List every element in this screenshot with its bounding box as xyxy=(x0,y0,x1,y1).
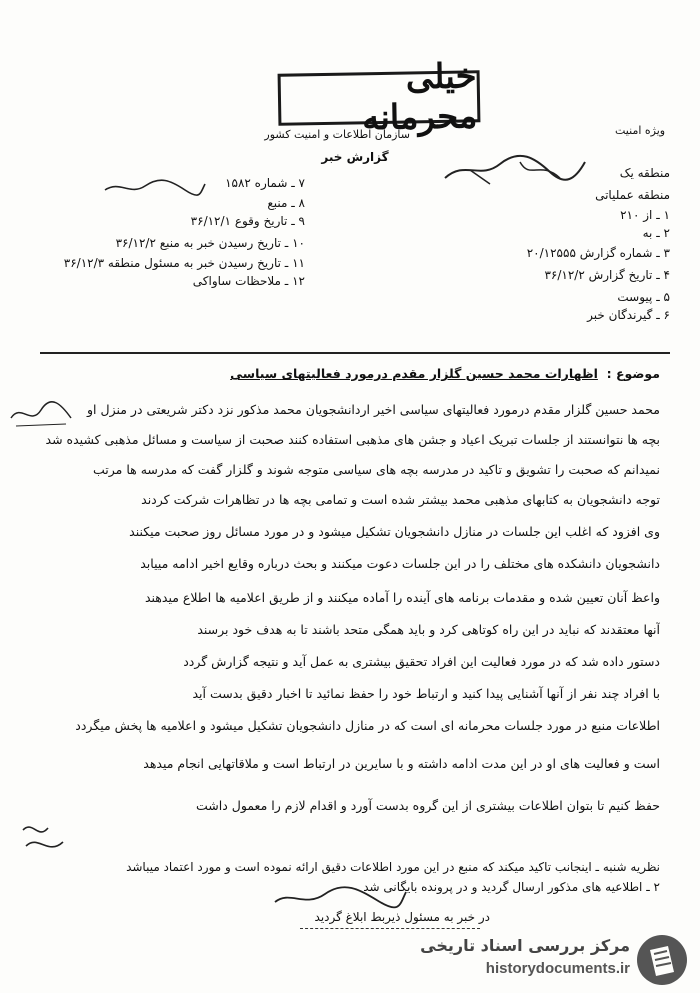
body-line: است و فعالیت های او در این مدت ادامه داشته و با سایرین در ارتباط است و ملاقاتهایی انجام میدهد xyxy=(143,756,660,771)
body-line: بچه ها نتوانستند از جلسات تبریک اعیاد و جشن های مذهبی استفاده کنند صحبت از سیاست و مسائل مذهبی کشیده شد xyxy=(45,432,660,447)
body-line: توجه دانشجویان به کتابهای مذهبی محمد بیشتر شده است و تمامی بچه ها در تظاهرات شرکت کردند xyxy=(141,492,660,507)
right-field-1: منطقه یک xyxy=(619,166,670,180)
subject-line: موضوع : اظهارات محمد حسین گلزار مقدم درمورد فعالیتهای سیاسی xyxy=(230,366,660,381)
body-line: حفظ کنیم تا بتوان اطلاعات بیشتری از این گروه بدست آورد و اقدام لازم را معمول داشت xyxy=(196,798,660,813)
body-line: دانشجویان دانشکده های مختلف را در این جلسات دعوت میکنند و بحث درباره وقایع اخیر ادامه مییابد xyxy=(140,556,660,571)
body-line: با افراد چند نفر از آنها آشنایی پیدا کنید و ارتباط خود را حفظ نمائید تا اخبار دقیق بدست آید xyxy=(192,686,660,701)
handwritten-signature-top xyxy=(440,150,590,190)
header-divider xyxy=(40,352,670,354)
left-field-4: ۱۰ ـ تاریخ رسیدن خبر به منبع ۳۶/۱۲/۲ xyxy=(115,236,305,250)
archive-logo-icon xyxy=(634,932,690,988)
left-field-5: ۱۱ ـ تاریخ رسیدن خبر به مسئول منطقه ۳۶/۱۲/۳ xyxy=(63,256,305,270)
right-field-5: ۳ ـ شماره گزارش ۲۰/۱۲۵۵۵ xyxy=(526,246,670,260)
margin-handwriting-bottom xyxy=(18,820,68,860)
handwritten-signature-bottom xyxy=(270,884,410,912)
left-field-6: ۱۲ ـ ملاحظات ساواکی xyxy=(192,274,305,288)
body-line: دستور داده شد که در مورد فعالیت این افراد تحقیق بیشتری به عمل آید و نتیجه گزارش گردد xyxy=(183,654,660,669)
right-field-3: ۱ ـ از ۲۱۰ xyxy=(620,208,670,222)
note-line-2: ۲ ـ اطلاعیه های مذکور ارسال گردید و در پرونده بایگانی شد xyxy=(363,880,660,894)
body-line: نمیدانم که صحبت را تشویق و تاکید در مدرسه بچه های سیاسی متوجه شوند و گلزار گفت که مدرسه ها مرتب xyxy=(93,462,660,477)
body-line: آنها معتقدند که نباید در این راه کوتاهی کرد و باید همگی متحد باشند تا به هدف خود برسند xyxy=(197,622,660,637)
note-line-3: در خبر به مسئول ذیربط ابلاغ گردید xyxy=(314,910,490,924)
classification-stamp: خیلی محرمانه xyxy=(278,70,481,126)
body-line: وی افزود که اغلب این جلسات در منازل دانشجویان تشکیل میشود و در مورد مسائل روز صحبت میکنند xyxy=(129,524,660,539)
report-title: گزارش خبر xyxy=(321,150,389,164)
watermark-org: مرکز بررسی اسناد تاریخی xyxy=(420,936,630,955)
left-field-1: ۷ ـ شماره ۱۵۸۲ xyxy=(225,176,305,190)
note-line-1: نظریه شنبه ـ اینجانب تاکید میکند که منبع در این مورد اطلاعات دقیق ارائه نموده است و مورد اعتماد میباشد xyxy=(126,860,660,874)
right-field-2: منطقه عملیاتی xyxy=(595,188,670,202)
left-field-2: ۸ ـ منبع xyxy=(267,196,305,210)
body-line: اطلاعات منبع در مورد جلسات محرمانه ای است که در منازل دانشجویان تشکیل میشود و اعلامیه ها پخش میگردد xyxy=(75,718,660,733)
right-field-6: ۴ ـ تاریخ گزارش ۳۶/۱۲/۲ xyxy=(544,268,670,282)
watermark-site: historydocuments.ir xyxy=(485,960,630,977)
body-line: محمد حسین گلزار مقدم درمورد فعالیتهای سیاسی اخیر اردانشجویان محمد مذکور نزد دکتر شریعتی در منزل او xyxy=(87,402,660,417)
note-underline xyxy=(300,928,480,929)
right-field-8: ۶ ـ گیرندگان خبر xyxy=(587,308,670,322)
body-line: واعظ آنان تعیین شده و مقدمات برنامه های آینده را آماده میکنند و از طریق اعلامیه ها اطلاع میدهند xyxy=(144,590,660,605)
handwritten-note-source xyxy=(100,176,210,200)
right-field-4: ۲ ـ به xyxy=(642,226,670,240)
margin-handwriting-top xyxy=(6,398,76,432)
org-line: سازمان اطلاعات و امنیت کشور xyxy=(264,128,410,141)
right-field-7: ۵ ـ پیوست xyxy=(617,290,670,304)
top-right-note: ویژه امنیت xyxy=(615,124,666,137)
left-field-3: ۹ ـ تاریخ وقوع ۳۶/۱۲/۱ xyxy=(190,214,305,228)
